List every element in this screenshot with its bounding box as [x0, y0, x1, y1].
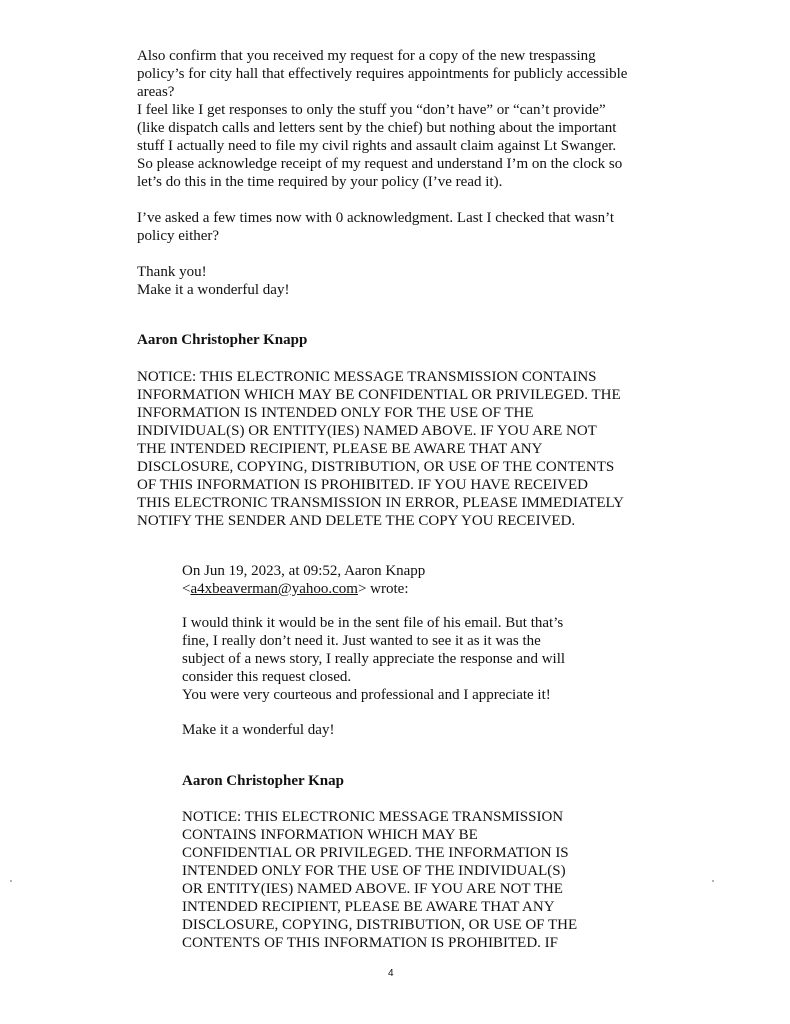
quoted-closing-line: Make it a wonderful day! — [182, 722, 335, 738]
quoted-notice-line: CONFIDENTIAL OR PRIVILEGED. THE INFORMATION IS — [182, 845, 569, 861]
quoted-notice-line: NOTICE: THIS ELECTRONIC MESSAGE TRANSMISSION — [182, 809, 564, 825]
quoted-signature-name: Aaron Christopher Knap — [182, 773, 344, 789]
quoted-notice-line: CONTAINS INFORMATION WHICH MAY BE — [182, 827, 478, 843]
quoted-line: subject of a news story, I really appreciate the response and will — [182, 651, 566, 667]
quoted-notice-line: CONTENTS OF THIS INFORMATION IS PROHIBITED. IF — [182, 935, 558, 951]
quote-header: On Jun 19, 2023, at 09:52, Aaron Knapp — [182, 563, 426, 579]
confidentiality-notice-line: THE INTENDED RECIPIENT, PLEASE BE AWARE THAT ANY — [137, 441, 543, 457]
quoted-notice-line: INTENDED ONLY FOR THE USE OF THE INDIVIDUAL(S) — [182, 863, 566, 879]
angle-bracket-open: < — [182, 581, 191, 597]
quoted-notice-line: DISCLOSURE, COPYING, DISTRIBUTION, OR USE OF THE — [182, 917, 578, 933]
sender-email-link[interactable]: a4xbeaverman@yahoo.com — [190, 581, 358, 597]
scan-speck — [712, 880, 714, 882]
page-number: 4 — [388, 968, 394, 979]
confidentiality-notice-line: INDIVIDUAL(S) OR ENTITY(IES) NAMED ABOVE. IF YOU ARE NOT — [137, 423, 597, 439]
message-line: stuff I actually need to file my civil rights and assault claim against Lt Swanger. — [137, 138, 617, 154]
confidentiality-notice-line: INFORMATION IS INTENDED ONLY FOR THE USE OF THE — [137, 405, 534, 421]
quote-header-email-line — [182, 580, 409, 598]
quoted-line: I would think it would be in the sent file of his email. But that’s — [182, 615, 564, 631]
message-line: (like dispatch calls and letters sent by the chief) but nothing about the important — [137, 120, 617, 136]
confidentiality-notice-line: DISCLOSURE, COPYING, DISTRIBUTION, OR USE OF THE CONTENTS — [137, 459, 615, 475]
confidentiality-notice-line: OF THIS INFORMATION IS PROHIBITED. IF YOU HAVE RECEIVED — [137, 477, 588, 493]
quoted-line: You were very courteous and professional and I appreciate it! — [182, 687, 551, 703]
quoted-line: fine, I really don’t need it. Just wanted to see it as it was the — [182, 633, 541, 649]
quoted-line: consider this request closed. — [182, 669, 352, 685]
confidentiality-notice-line: NOTIFY THE SENDER AND DELETE THE COPY YOU RECEIVED. — [137, 513, 576, 529]
message-line: Also confirm that you received my request for a copy of the new trespassing — [137, 48, 596, 64]
message-line: policy either? — [137, 228, 220, 244]
message-line: I feel like I get responses to only the stuff you “don’t have” or “can’t provide” — [137, 102, 606, 118]
closing-line: Make it a wonderful day! — [137, 282, 290, 298]
quoted-notice-line: INTENDED RECIPIENT, PLEASE BE AWARE THAT ANY — [182, 899, 555, 915]
message-line: So please acknowledge receipt of my request and understand I’m on the clock so — [137, 156, 623, 172]
signature-name: Aaron Christopher Knapp — [137, 332, 308, 348]
confidentiality-notice-line: NOTICE: THIS ELECTRONIC MESSAGE TRANSMISSION CONTAINS — [137, 369, 597, 385]
confidentiality-notice-line: INFORMATION WHICH MAY BE CONFIDENTIAL OR PRIVILEGED. THE — [137, 387, 621, 403]
quoted-notice-line: OR ENTITY(IES) NAMED ABOVE. IF YOU ARE NOT THE — [182, 881, 563, 897]
quote-header-suffix: > wrote: — [357, 581, 409, 597]
closing-line: Thank you! — [137, 264, 207, 280]
message-line: I’ve asked a few times now with 0 acknowledgment. Last I checked that wasn’t — [137, 210, 615, 226]
scan-speck — [10, 880, 12, 882]
message-line: let’s do this in the time required by your policy (I’ve read it). — [137, 174, 503, 190]
confidentiality-notice-line: THIS ELECTRONIC TRANSMISSION IN ERROR, PLEASE IMMEDIATELY — [137, 495, 624, 511]
message-line: areas? — [137, 84, 175, 100]
message-line: policy’s for city hall that effectively requires appointments for publicly accessible — [137, 66, 628, 82]
